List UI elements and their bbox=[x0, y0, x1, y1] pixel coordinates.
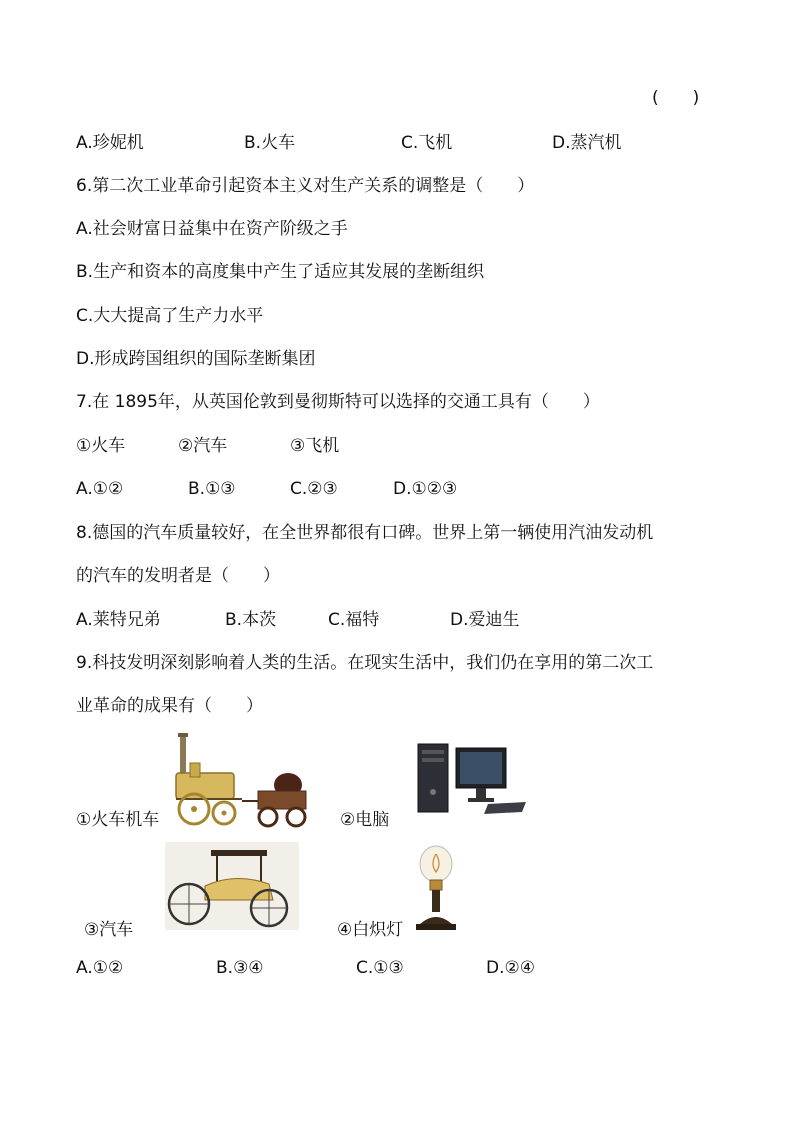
q5-answer-bracket: ( ) bbox=[652, 88, 700, 108]
desktop-computer-image bbox=[416, 742, 528, 816]
q7-item-2: ②汽车 bbox=[178, 436, 228, 456]
q9-item-2: ②电脑 bbox=[340, 810, 390, 830]
q7-option-a: A.①② bbox=[76, 479, 124, 499]
q8-stem-line2: 的汽车的发明者是（ ） bbox=[76, 566, 280, 586]
q7-item-1: ①火车 bbox=[76, 436, 126, 456]
q9-item-3: ③汽车 bbox=[84, 920, 134, 940]
q6-stem: 6.第二次工业革命引起资本主义对生产关系的调整是（ ） bbox=[76, 176, 535, 196]
q7-stem: 7.在 1895年，从英国伦敦到曼彻斯特可以选择的交通工具有（ ） bbox=[76, 392, 600, 412]
q8-option-d: D.爱迪生 bbox=[450, 610, 520, 630]
q9-item-1: ①火车机车 bbox=[76, 810, 160, 830]
q5-option-d: D.蒸汽机 bbox=[552, 133, 622, 153]
q7-option-b: B.①③ bbox=[188, 479, 236, 499]
q9-stem-line1: 9.科技发明深刻影响着人类的生活。在现实生活中，我们仍在享用的第二次工 bbox=[76, 653, 654, 673]
q9-option-d: D.②④ bbox=[486, 958, 535, 978]
q6-option-a: A.社会财富日益集中在资产阶级之手 bbox=[76, 219, 348, 239]
q5-option-a: A.珍妮机 bbox=[76, 133, 144, 153]
q5-option-b: B.火车 bbox=[244, 133, 296, 153]
q9-option-c: C.①③ bbox=[356, 958, 404, 978]
q6-option-c: C.大大提高了生产力水平 bbox=[76, 306, 264, 326]
q9-item-4: ④白炽灯 bbox=[337, 920, 404, 940]
steam-locomotive-image bbox=[172, 733, 310, 829]
q7-item-3: ③飞机 bbox=[290, 436, 340, 456]
q8-stem-line1: 8.德国的汽车质量较好，在全世界都很有口碑。世界上第一辆使用汽油发动机 bbox=[76, 523, 654, 543]
q7-option-d: D.①②③ bbox=[393, 479, 458, 499]
q6-option-b: B.生产和资本的高度集中产生了适应其发展的垄断组织 bbox=[76, 262, 485, 282]
q8-option-a: A.莱特兄弟 bbox=[76, 610, 161, 630]
q8-option-c: C.福特 bbox=[328, 610, 380, 630]
q9-option-b: B.③④ bbox=[216, 958, 264, 978]
q6-option-d: D.形成跨国组织的国际垄断集团 bbox=[76, 349, 316, 369]
benz-car-image bbox=[165, 842, 299, 930]
q9-option-a: A.①② bbox=[76, 958, 124, 978]
q5-option-c: C.飞机 bbox=[401, 133, 453, 153]
incandescent-lamp-image bbox=[412, 844, 460, 932]
q9-stem-line2: 业革命的成果有（ ） bbox=[76, 696, 263, 716]
q8-option-b: B.本茨 bbox=[225, 610, 277, 630]
q7-option-c: C.②③ bbox=[290, 479, 338, 499]
